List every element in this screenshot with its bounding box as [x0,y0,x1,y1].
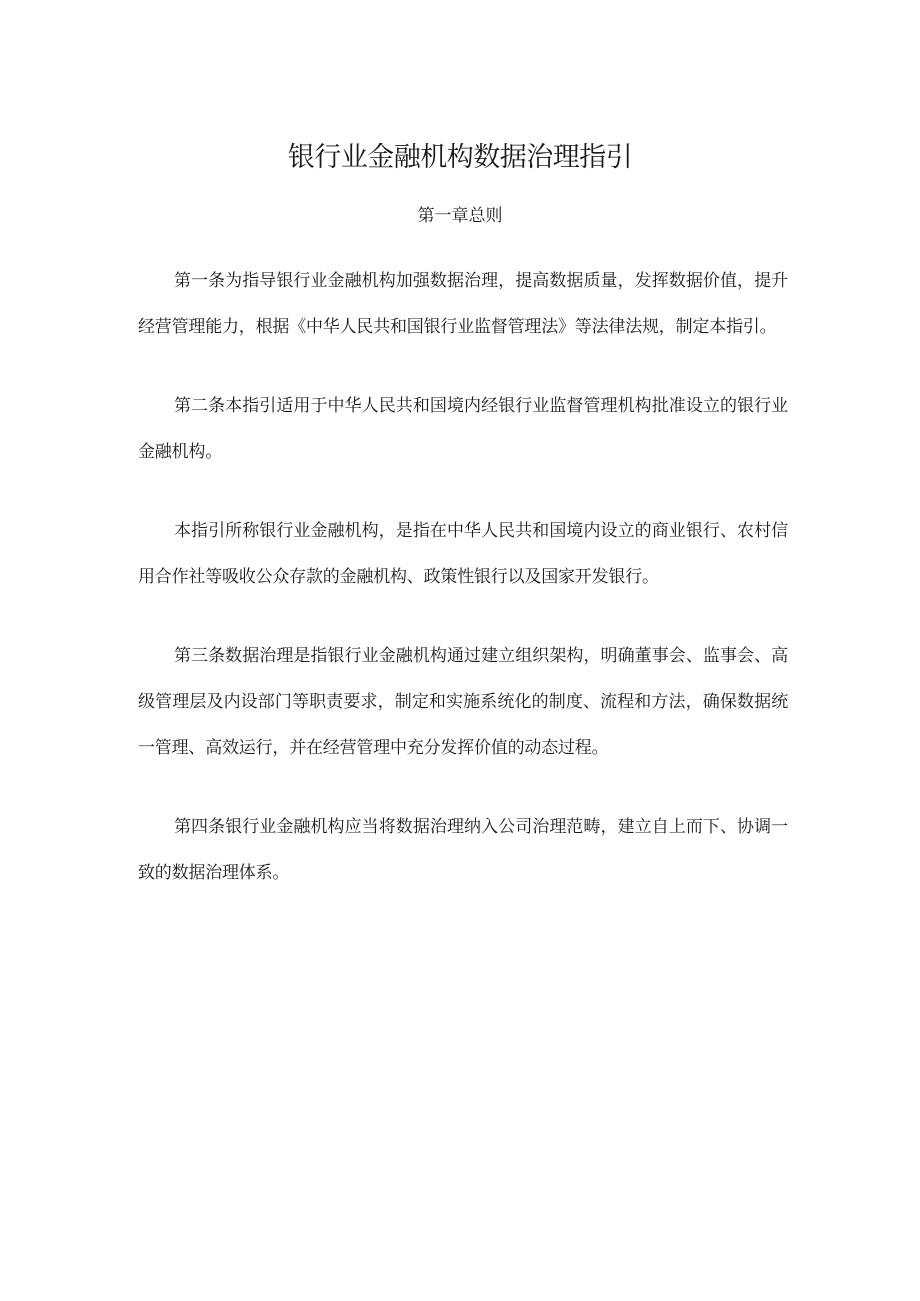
definition-paragraph: 本指引所称银行业金融机构，是指在中华人民共和国境内设立的商业银行、农村信用合作社等吸收公众存款的金融机构、政策性银行以及国家开发银行。 [138,521,788,587]
document-title: 银行业金融机构数据治理指引 [287,142,633,173]
article-3-paragraph: 第三条数据治理是指银行业金融机构通过建立组织架构，明确董事会、监事会、高级管理层及内设部门等职责要求，制定和实施系统化的制度、流程和方法，确保数据统一管理、高效运行，并在经营管理中充分发挥价值的动态过程。 [138,646,788,758]
chapter-heading: 第一章总则 [417,206,503,226]
article-2-paragraph: 第二条本指引适用于中华人民共和国境内经银行业监督管理机构批准设立的银行业金融机构。 [138,396,788,462]
document-body [138,258,788,929]
article-1-paragraph: 第一条为指导银行业金融机构加强数据治理，提高数据质量，发挥数据价值，提升经营管理能力，根据《中华人民共和国银行业监督管理法》等法律法规，制定本指引。 [138,271,788,337]
article-4-paragraph: 第四条银行业金融机构应当将数据治理纳入公司治理范畴，建立自上而下、协调一致的数据治理体系。 [138,817,788,883]
